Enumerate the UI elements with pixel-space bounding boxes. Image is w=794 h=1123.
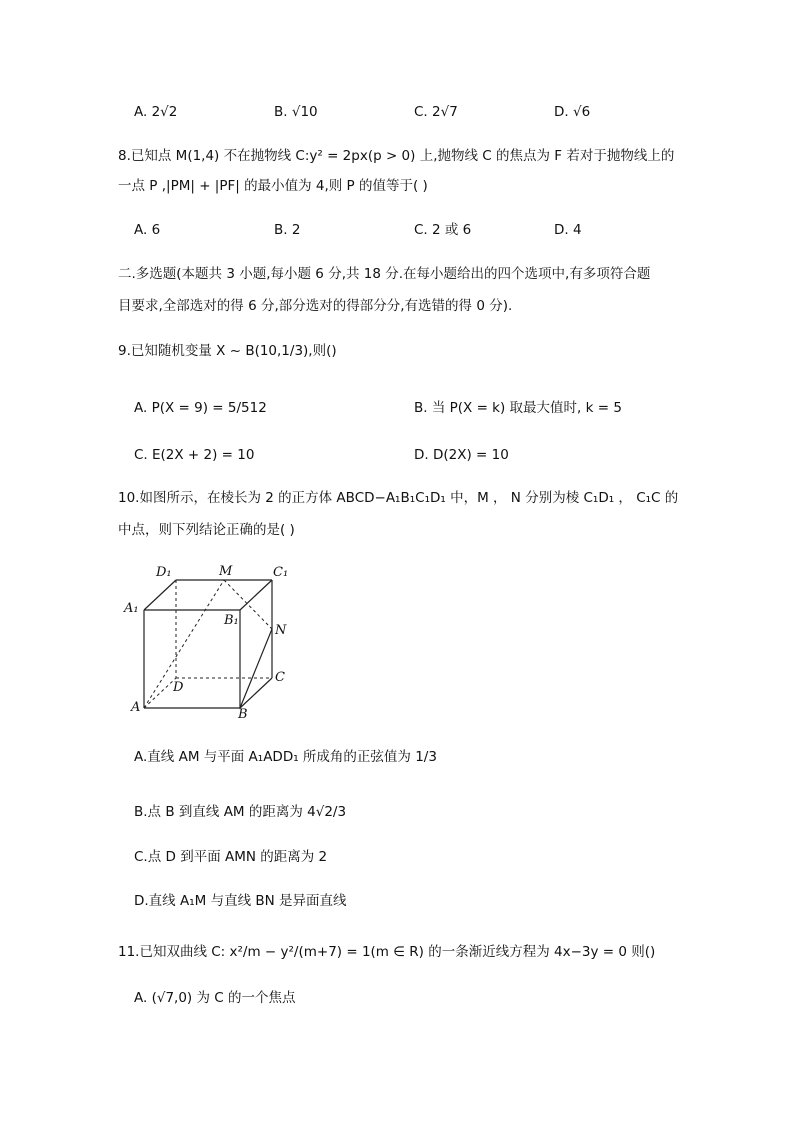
q8-option-d: D. 4 <box>554 222 582 238</box>
edge-a1-d1 <box>144 580 176 610</box>
q9-stem: 9.已知随机变量 X ~ B(10,1/3),则() <box>118 343 337 359</box>
label-a1: A₁ <box>124 601 139 616</box>
q8-option-b: B. 2 <box>274 222 301 238</box>
section2-instructions-line1: 二.多选题(本题共 3 小题,每小题 6 分,共 18 分.在每小题给出的四个选项中,有多项符合题 <box>118 266 651 282</box>
label-a: A <box>131 700 141 715</box>
q8-option-a: A. 6 <box>134 222 161 238</box>
label-b: B <box>238 707 248 720</box>
q9-option-c: C. E(2X + 2) = 10 <box>134 447 255 463</box>
q8-stem-line1: 8.已知点 M(1,4) 不在抛物线 C:y² = 2px(p > 0) 上,抛物线 C 的焦点为 F 若对于抛物线上的 <box>118 148 675 164</box>
q7-option-a: A. 2√2 <box>134 104 178 120</box>
q9-option-b: B. 当 P(X = k) 取最大值时, k = 5 <box>414 400 622 416</box>
label-d: D <box>173 680 184 695</box>
q8-stem-line2: 一点 P ,|PM| + |PF| 的最小值为 4,则 P 的值等于( ) <box>118 178 428 194</box>
q10-option-b: B.点 B 到直线 AM 的距离为 4√2/3 <box>134 804 347 820</box>
q9-option-d: D. D(2X) = 10 <box>414 447 509 463</box>
q10-option-d: D.直线 A₁M 与直线 BN 是异面直线 <box>134 893 347 909</box>
q7-option-d: D. √6 <box>554 104 591 120</box>
label-c1: C₁ <box>273 565 289 580</box>
q7-option-b: B. √10 <box>274 104 318 120</box>
q10-stem-line2: 中点，则下列结论正确的是( ) <box>118 522 295 538</box>
q7-option-c: C. 2√7 <box>414 104 458 120</box>
cube-figure <box>120 560 310 720</box>
segment-b-n <box>240 629 272 708</box>
q11-option-a: A. (√7,0) 为 C 的一个焦点 <box>134 990 296 1006</box>
label-c: C <box>275 670 285 685</box>
edge-b-c <box>240 678 272 708</box>
label-d1: D₁ <box>156 565 172 580</box>
q9-option-a: A. P(X = 9) = 5/512 <box>134 400 267 416</box>
q8-option-c: C. 2 或 6 <box>414 222 472 238</box>
label-b1: B₁ <box>224 613 239 628</box>
q10-stem-line1: 10.如图所示，在棱长为 2 的正方体 ABCD−A₁B₁C₁D₁ 中，M ， N 分别为棱 C₁D₁ ， C₁C 的 <box>118 490 679 506</box>
q10-option-a: A.直线 AM 与平面 A₁ADD₁ 所成角的正弦值为 1/3 <box>134 749 437 765</box>
label-n: N <box>275 623 287 638</box>
section2-instructions-line2: 目要求,全部选对的得 6 分,部分选对的得部分分,有选错的得 0 分). <box>118 298 513 314</box>
q11-stem: 11.已知双曲线 C: x²/m − y²/(m+7) = 1(m ∈ R) 的一条渐近线方程为 4x−3y = 0 则() <box>118 944 656 960</box>
edge-b1-c1 <box>240 580 272 610</box>
label-m: M <box>219 564 233 579</box>
q10-option-c: C.点 D 到平面 AMN 的距离为 2 <box>134 849 328 865</box>
